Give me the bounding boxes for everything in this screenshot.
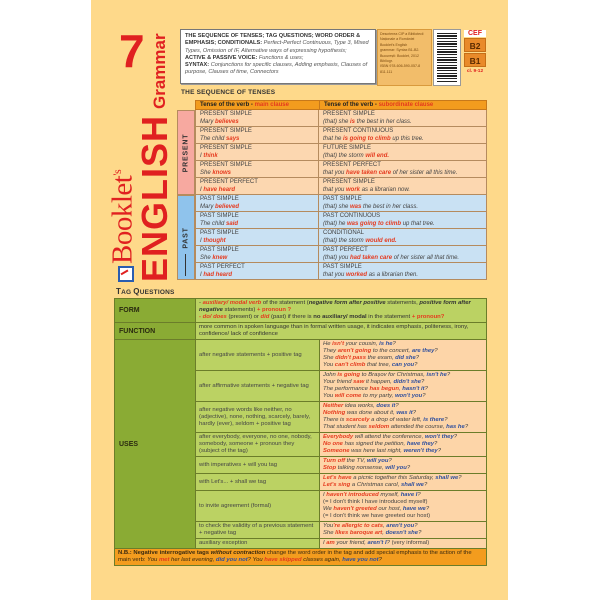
uses-row	[196, 402, 486, 433]
arrow-down-icon	[185, 254, 186, 276]
use-description: to check the validity of a previous statement + negative tag	[196, 522, 320, 538]
table-header: Tense of the verb - main clause Tense of the verb - subordinate clause	[195, 100, 487, 110]
table-row	[195, 161, 487, 178]
subordinate-clause-cell: PRESENT PERFECT that you have taken care of her sister all this time.	[319, 161, 487, 177]
use-description: after affirmative statements + negative tag	[196, 371, 320, 401]
use-description: with Let's... + shall we tag	[196, 474, 320, 490]
uses-row	[196, 371, 486, 402]
use-description: with imperatives + will you tag	[196, 457, 320, 473]
row-function: FUNCTION more common in spoken language than in formal written usage, it indicates emphasis, politeness, irony, confidence/ lack of confidence	[115, 323, 486, 340]
uses-row	[196, 457, 486, 474]
main-clause-cell: PAST SIMPLE She knew	[195, 246, 319, 262]
present-label: PRESENT	[182, 133, 190, 172]
table-row	[195, 178, 487, 195]
level-b2: B2	[464, 38, 486, 52]
table-row	[195, 127, 487, 144]
main-clause-cell: PRESENT SIMPLE I think	[195, 144, 319, 160]
brand-name: Booklet$^{'s}$	[107, 169, 139, 264]
uses-row	[196, 491, 486, 522]
section-title-tenses: THE SEQUENCE OF TENSES	[181, 89, 276, 96]
tag-questions-table	[114, 298, 487, 566]
book-title-vertical	[107, 33, 175, 282]
use-description: to invite agreement (formal)	[196, 491, 320, 521]
table-row	[195, 212, 487, 229]
section-title-tags: TAG QUESTIONS	[116, 287, 175, 296]
use-description: auxiliary exception	[196, 539, 320, 548]
row-uses: USES after negative statements + positive tag He isn't your cousin, is he? They aren't going to the concert, are they? She didn't pass the exam, did she? You can't climb that tree, can you? after affirmative statements + negative tag John is going to Brașov for Christmas, isn't he? Your friend saw it happen, didn't she? The performance has begun, hasn't it? You will come to my party, won't you? after negative words like neither, no (adjective), none, nothing, scarcely, barely, hardly (ever), seldom + positive tag Neither idea works, does it? Nothing was done about it, was it? There is scarcely a drop of water left, is there? That student has seldom attended the course, has he? after everybody, everyone, no one, nobody, somebody, someone + pronoun they (subject of the tag) Everybody will attend the conference, won't they? No one has signed the petition, have they? Someone was here last night, weren't they? with imperatives + will you tag Turn off the TV, will you? Stop talking nonsense, will you? with Let's... + shall we tag Let's have a picnic together this Saturday, shall we? Let's sing a Christmas carol, shall we? to invite agreement (formal) I haven't introduced myself, have I? (= I don't think I have introduced myself) We haven't greeted our host, have we? (= I don't think we have greeted our host) to check the validity of a previous statement + negative tag You're allergic to cats, aren't you? She likes baroque art, doesn't she? auxiliary exception I am your friend, aren't I? (very informal)	[115, 340, 486, 549]
past-label: PAST	[182, 226, 190, 249]
uses-row	[196, 474, 486, 491]
table-row	[195, 229, 487, 246]
use-examples: Neither idea works, does it? Nothing was done about it, was it? There is scarcely a drop of water left, is there? That student has seldom attended the course, has he?	[320, 402, 486, 432]
class-range: cl. 9-12	[466, 69, 484, 74]
booklet-logo-icon	[118, 266, 134, 282]
subordinate-clause-cell: PAST SIMPLE (that) she was the best in her class.	[319, 195, 487, 211]
title-english: ENGLISH	[134, 114, 175, 282]
use-examples: Let's have a picnic together this Saturday, shall we? Let's sing a Christmas carol, shall we?	[320, 474, 486, 490]
nota-bene: N.B.: Negative interrogative tags without contraction change the word order in the tag and add special emphasis to the action of the main verb: You met her last evening, did you not? You have skipped classes again, have you not?	[115, 549, 486, 565]
level-b1: B1	[464, 53, 486, 67]
main-clause-cell: PRESENT SIMPLE Mary believes	[195, 110, 319, 126]
main-clause-cell: PRESENT PERFECT I have heard	[195, 178, 319, 194]
use-description: after negative statements + positive tag	[196, 340, 320, 370]
uses-row	[196, 539, 486, 548]
past-block	[177, 195, 487, 280]
cip-record: Descrierea CIP a Bibliotecii Naționale a României Booklet's English grammar: Syntax B1-B2. București: Booklet, 2012 Bibliogr. ISBN 978-606-590-057-8 811.111	[377, 29, 432, 86]
barcode-icon	[437, 33, 457, 82]
uses-row	[196, 433, 486, 457]
main-clause-cell: PAST PERFECT I had heard	[195, 263, 319, 279]
subordinate-clause-cell: CONDITIONAL (that) the storm would end.	[319, 229, 487, 245]
subordinate-clause-cell: PRESENT CONTINUOUS that he is going to climb up this tree.	[319, 127, 487, 143]
sequence-of-tenses-table	[177, 100, 487, 280]
use-description: after everybody, everyone, no one, nobody, somebody, someone + pronoun they (subject of the tag)	[196, 433, 320, 456]
subordinate-clause-cell: FUTURE SIMPLE (that) the storm will end.	[319, 144, 487, 160]
use-description: after negative words like neither, no (adjective), none, nothing, scarcely, barely, hardly (ever), seldom + positive tag	[196, 402, 320, 432]
title-grammar: Grammar	[150, 33, 169, 109]
use-examples: Turn off the TV, will you? Stop talking nonsense, will you?	[320, 457, 486, 473]
subordinate-clause-cell: PAST CONTINUOUS (that) he was going to climb up that tree.	[319, 212, 487, 228]
subordinate-clause-cell: PRESENT SIMPLE (that) she is the best in her class.	[319, 110, 487, 126]
use-examples: I am your friend, aren't I? (very informal)	[320, 539, 486, 548]
form-text: - auxiliary/ modal verb of the statement (negative form after positive statements, positive form after negative statements) + pronoun ? - do/ does (present) or did (past) if there is no auxiliary/ modal in the statement + pronoun?	[196, 299, 486, 322]
table-row	[195, 144, 487, 161]
main-clause-cell: PRESENT SIMPLE The child says	[195, 127, 319, 143]
present-block	[177, 110, 487, 195]
subordinate-clause-cell: PAST SIMPLE that you worked as a librarian then.	[319, 263, 487, 279]
use-examples: I haven't introduced myself, have I? (= I don't think I have introduced myself) We haven't greeted our host, have we? (= I don't think we have greeted our host)	[320, 491, 486, 521]
row-form: FORM - auxiliary/ modal verb of the statement (negative form after positive statements, positive form after negative statements) + pronoun ? - do/ does (present) or did (past) if there is no auxiliary/ modal in the statement + pronoun?	[115, 299, 486, 323]
table-row	[195, 195, 487, 212]
main-clause-cell: PRESENT SIMPLE She knows	[195, 161, 319, 177]
table-row	[195, 246, 487, 263]
cef-level-badge: CEF B2 B1 cl. 9-12	[464, 30, 486, 74]
table-row	[195, 263, 487, 280]
use-examples: You're allergic to cats, aren't you? She likes baroque art, doesn't she?	[320, 522, 486, 538]
main-clause-cell: PAST SIMPLE The child said	[195, 212, 319, 228]
function-text: more common in spoken language than in formal written usage, it indicates emphasis, politeness, irony, confidence/ lack of confidence	[196, 323, 486, 339]
use-examples: John is going to Brașov for Christmas, isn't he? Your friend saw it happen, didn't she? The performance has begun, hasn't it? You will come to my party, won't you?	[320, 371, 486, 401]
use-examples: He isn't your cousin, is he? They aren't going to the concert, are they? She didn't pass the exam, did she? You can't climb that tree, can you?	[320, 340, 486, 370]
uses-row	[196, 522, 486, 539]
subordinate-clause-cell: PAST PERFECT (that) you had taken care of her sister all that time.	[319, 246, 487, 262]
uses-row	[196, 340, 486, 371]
main-clause-cell: PAST SIMPLE Mary believed	[195, 195, 319, 211]
use-examples: Everybody will attend the conference, won't they? No one has signed the petition, have they? Someone was here last night, weren't they?	[320, 433, 486, 456]
main-clause-cell: PAST SIMPLE I thought	[195, 229, 319, 245]
table-row	[195, 110, 487, 127]
volume-number: 7	[119, 25, 145, 77]
contents-summary-box: THE SEQUENCE OF TENSES; TAG QUESTIONS; WORD ORDER & EMPHASIS; CONDITIONALS: Perfect-Perfect Continuous, Type 3, Mixed Types, Omission of IF, Alternative ways of expressing hypothesis; ACTIVE & PASSIVE VOICE: Functions & uses; SYNTAX: Conjunctions for specific clauses, Adding emphasis, Clauses of purpose, Clauses of time, Connectors	[180, 29, 376, 84]
subordinate-clause-cell: PRESENT SIMPLE that you work as a librarian now.	[319, 178, 487, 194]
isbn-barcode	[433, 29, 461, 86]
